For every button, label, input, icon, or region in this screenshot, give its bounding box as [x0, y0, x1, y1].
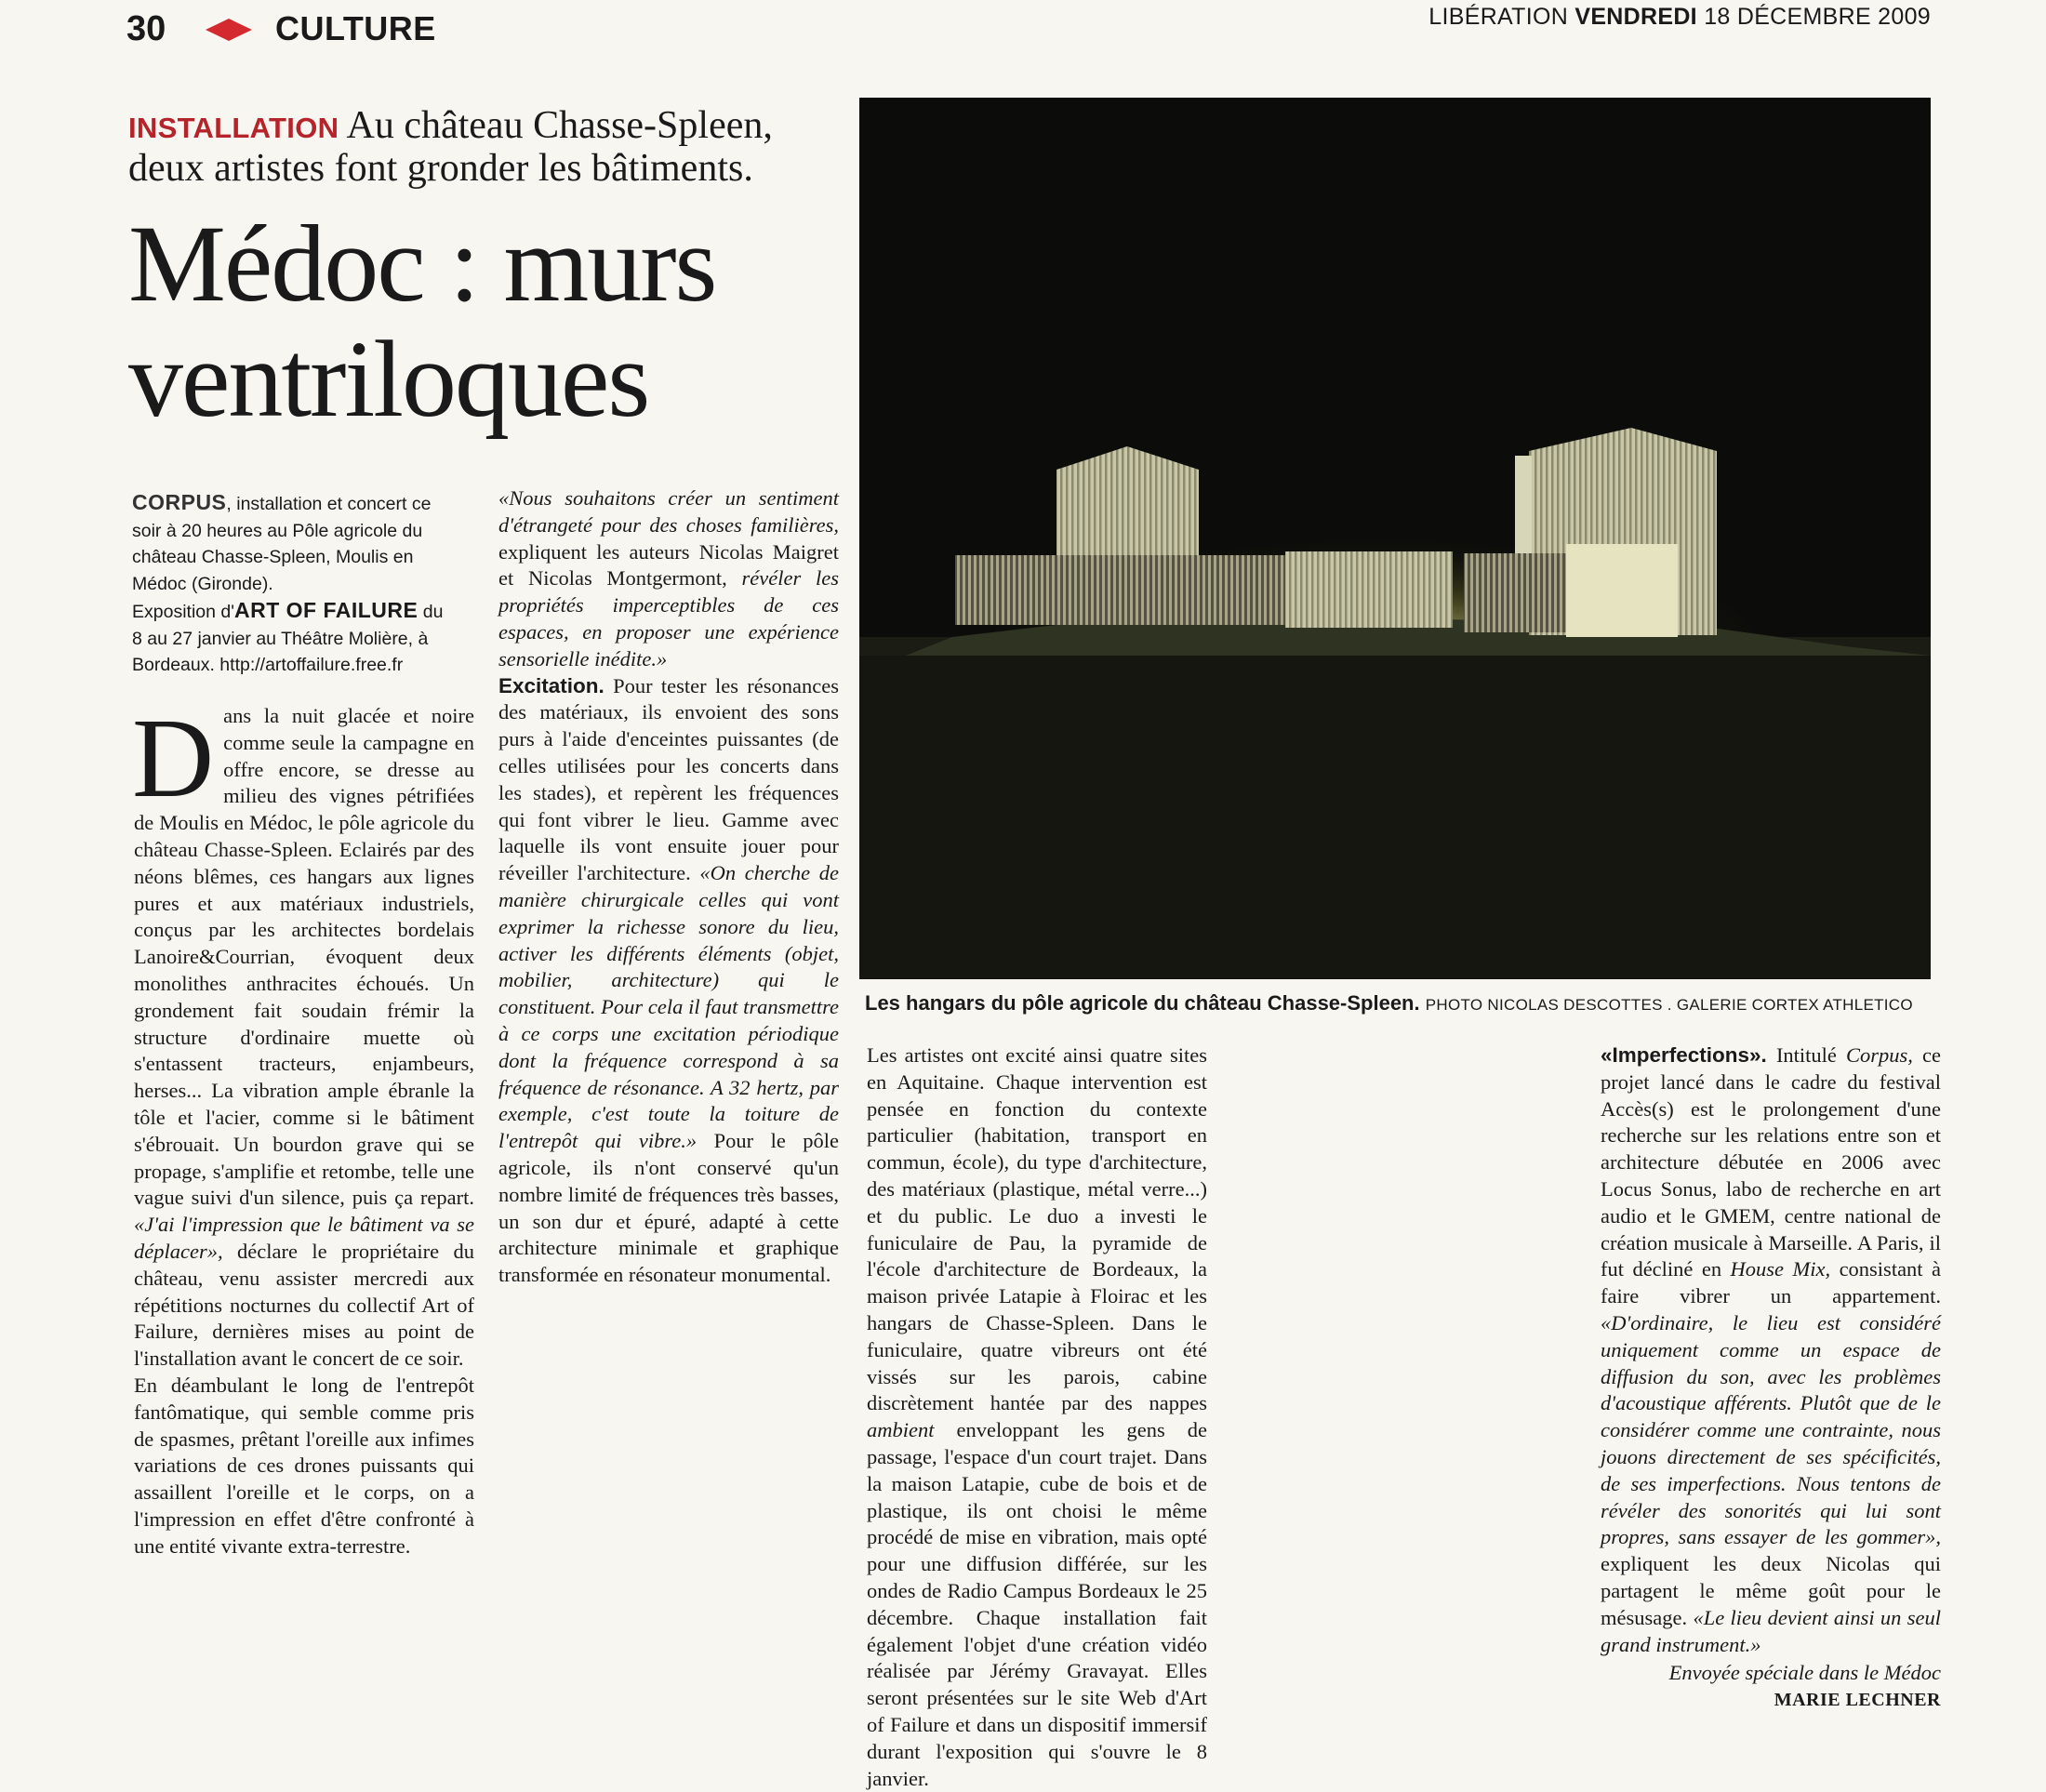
paragraph — [498, 673, 839, 1289]
info-expo-text: du 8 au 27 janvier au Théâtre Molière, à Bordeaux. http://artoffailure.free.fr — [132, 602, 444, 675]
paragraph-5d-text: expliquent les deux Nicolas qui partagent le même goût pour le mésusage. — [1601, 1552, 1941, 1629]
caption-text: Les hangars du pôle agricole du château Chasse-Spleen. — [865, 991, 1420, 1015]
article-column-2 — [498, 485, 839, 1289]
drop-cap: D — [132, 696, 215, 821]
masthead — [1428, 4, 1931, 31]
hangars-illustration — [859, 98, 1931, 979]
diamond-icon — [206, 19, 252, 41]
paragraph-5a-text: Intitulé — [1775, 1043, 1837, 1067]
quote-6: «Le lieu devient ainsi un seul grand instrument.» — [1601, 1605, 1941, 1656]
info-expo-prefix: Exposition d' — [132, 602, 234, 622]
paragraph-2b-text: expliquent les auteurs Nicolas Maigret et Nicolas Montgermont, — [498, 539, 839, 591]
quote-2b: révéler les propriétés imperceptibles de ces espaces, en proposer une expérience sensorielle inédite.» — [498, 566, 839, 670]
quote-3: «On cherche de manière chirurgicale celles qui vont exprimer la richesse sonore du lieu, activer les différents éléments (objet, mobilier, architecture) qui le constituent. Pour cela il faut transmettre à ce corps une excitation périodique dont la fréquence correspond à sa fréquence de résonance. A 32 hertz, par exemple, c'est toute la toiture de l'entrepôt qui vibre.» — [498, 861, 840, 1153]
subhead-imperfections: «Imperfections». — [1601, 1043, 1767, 1067]
paragraph — [1601, 1042, 1941, 1658]
quote-2: «Nous souhaitons créer un sentiment d'étrangeté pour des choses familières, — [498, 486, 839, 537]
paragraph-5b-text: ce projet lancé dans le cadre du festival Accès(s) est le prolongement d'une recherche sur les relations entre son et architecture débutée en 2006 avec Locus Sonus, labo de recherche en art audio et le GMEM, centre national de création musicale à Marseille. A Paris, il fut décliné en — [1601, 1043, 1942, 1281]
paragraph — [134, 1373, 474, 1560]
page-header — [0, 0, 2046, 65]
paragraph-4a-text: Les artistes ont excité ainsi quatre sites en Aquitaine. Chaque intervention est pensée en fonction du contexte particulier (habitation, transport en commun, école), du type d'architecture, des matériaux (plastique, métal verre...) et du public. Le duo a investi le funiculaire de Pau, la pyramide de l'école d'architecture de Bordeaux, la maison privée Latapie à Floirac et les hangars de Chasse-Spleen. Dans le funiculaire, quatre vibreurs ont été vissés sur les parois, cabine discrètement hantée par des nappes — [867, 1043, 1207, 1415]
info-corpus: CORPUS — [132, 490, 227, 514]
paragraph — [498, 485, 839, 673]
paragraph-2-text: En déambulant le long de l'entrepôt fantômatique, qui semble comme pris de spasmes, prêtant l'oreille aux infimes variations de ces drones puissants qui assaillent l'oreille et le corps, on a l'impression en effet d'être confronté à une entité vivante extra-terrestre. — [134, 1373, 474, 1558]
subhead-excitation: Excitation. — [498, 673, 604, 697]
corpus-italic: Corpus, — [1846, 1043, 1913, 1067]
article-photo — [859, 98, 1931, 979]
info-corpus-text: , installation et concert ce soir à 20 heures au Pôle agricole du château Chasse-Spleen, Moulis en Médoc (Gironde). — [132, 494, 432, 594]
signoff — [1601, 1660, 1941, 1687]
signoff-text: Envoyée spéciale dans le Médoc — [1668, 1661, 1941, 1685]
page-number: 30 — [126, 9, 166, 48]
masthead-day: VENDREDI — [1574, 4, 1697, 30]
info-art-of-failure: ART OF FAILURE — [233, 598, 418, 622]
kicker: INSTALLATION — [128, 112, 339, 144]
paragraph-1b-text: déclare le propriétaire du château, venu assister mercredi aux répétitions nocturnes du collectif Art of Failure, dernières mises au point de l'installation avant le concert de ce soir. — [134, 1239, 475, 1371]
section-name: CULTURE — [275, 9, 436, 47]
article-column-3 — [867, 1042, 1207, 1792]
photo-caption — [865, 991, 1934, 1015]
deck-text: Au château Chasse-Spleen, deux artistes font gronder les bâtiments. — [128, 104, 773, 190]
quote-5: «D'ordinaire, le lieu est considéré uniquement comme un espace de diffusion du son, avec les problèmes d'acoustique afférents. Plutôt que de le considérer comme une contrainte, nous jouons directement de ses spécificités, de ses imperfections. Nous tentons de révéler des sonorités qui lui sont propres, sans essayer de les gommer», — [1601, 1310, 1941, 1549]
paragraph-1-text: ans la nuit glacée et noire comme seule la campagne en offre encore, se dresse au milieu des vignes pétrifiées de Moulis en Médoc, le pôle agricole du château Chasse-Spleen. Eclairés par des néons blêmes, ces hangars aux lignes pures et aux matériaux industriels, conçus par les architectes bordelais Lanoire&Courrian, évoquent deux monolithes anthracites échoués. Un grondement fait soudain frémir la structure d'ordinaire muette où s'entassent tracteurs, enjambeurs, herses... La vibration ample ébranle la tôle et l'acier, comme si le bâtiment s'ébrouait. Un bourdon grave qui se propage, s'amplifie et retombe, telle une vague suivi d'un silence, puis ça repart. — [134, 704, 474, 1210]
paragraph-3-text: Pour tester les résonances des matériaux, ils envoient des sons purs à l'aide d'enceintes puissantes (de celles utilisées pour les concerts dans les stades), et repèrent les fréquences qui font vibrer le lieu. Gamme avec laquelle ils vont ensuite jouer pour réveiller l'architecture. — [498, 673, 839, 885]
paragraph-5c-text: consistant à faire vibrer un appartement. — [1601, 1257, 1941, 1308]
masthead-name: LIBÉRATION — [1428, 4, 1569, 30]
house-mix: House Mix, — [1730, 1257, 1831, 1281]
headline: Médoc : murs ventriloques — [128, 203, 716, 440]
article-column-5 — [1601, 1042, 1941, 1714]
author-name: MARIE LECHNER — [1774, 1690, 1941, 1711]
photo-credit: PHOTO NICOLAS DESCOTTES . GALERIE CORTEX ATHLETICO — [1425, 996, 1913, 1014]
paragraph-4b-text: enveloppant les gens de passage, l'espace d'un court trajet. Dans la maison Latapie, cube de bois et de plastique, ils ont choisi le même procédé de mise en vibration, mais opté pour une diffusion différée, sur les ondes de Radio Campus Bordeaux le 25 décembre. Chaque installation fait également l'objet d'une création vidéo réalisée par Jérémy Gravayat. Elles seront présentées sur le site Web d'Art of Failure et dans un dispositif immersif durant l'exposition qui s'ouvre le 8 janvier. — [867, 1418, 1207, 1790]
paragraph — [132, 696, 475, 1373]
ambient-word: ambient — [867, 1418, 935, 1442]
article-deck — [128, 104, 835, 190]
event-info-box — [132, 489, 458, 679]
article-column-1 — [132, 696, 475, 1560]
quote-1: «J'ai l'impression que le bâtiment va se déplacer», — [134, 1213, 474, 1263]
paragraph — [867, 1042, 1207, 1792]
masthead-date: 18 DÉCEMBRE 2009 — [1704, 4, 1931, 30]
paragraph-3b-text: Pour le pôle agricole, ils n'ont conservé qu'un nombre limité de fréquences très basses, un son dur et épuré, adapté à cette architecture minimale et graphique transformée en résonateur monumental. — [498, 1129, 840, 1287]
